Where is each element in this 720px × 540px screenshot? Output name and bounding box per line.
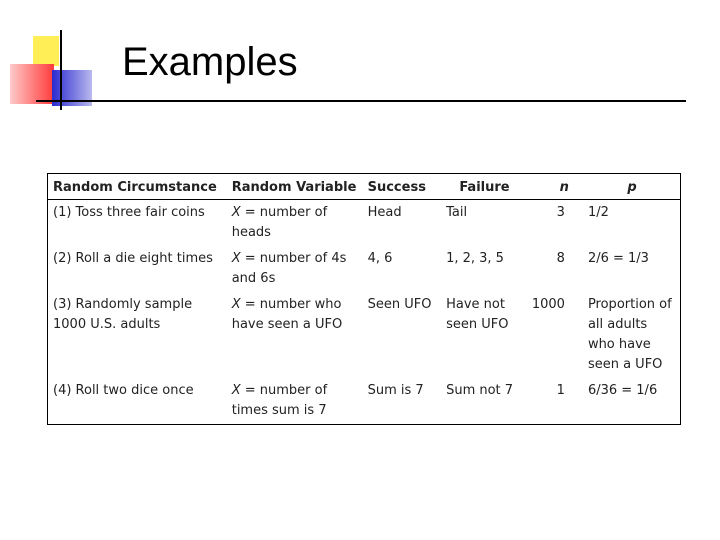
cell-circumstance: (1) Toss three fair coins [53, 205, 205, 220]
cell-success: Head [367, 205, 402, 220]
title-decoration [0, 0, 120, 120]
header-success: Success [363, 174, 441, 200]
variable-definition: = number of 4s and 6s [231, 251, 347, 286]
variable-symbol: X [231, 205, 241, 220]
cell-p: 2/6 = 1/3 [587, 251, 649, 266]
cell-failure: 1, 2, 3, 5 [446, 251, 504, 266]
cell-n: 1000 [531, 297, 565, 312]
cell-variable [227, 246, 363, 292]
cell-failure: Have not seen UFO [446, 297, 509, 332]
table-row [48, 378, 680, 424]
table-row [48, 246, 680, 292]
table-header-row [48, 174, 680, 200]
title-underline [36, 100, 686, 102]
table-row [48, 292, 680, 378]
decor-vertical-line [60, 30, 62, 110]
variable-symbol: X [231, 251, 241, 266]
cell-circumstance: (2) Roll a die eight times [53, 251, 213, 266]
table-row [48, 200, 680, 247]
cell-success: Sum is 7 [367, 383, 424, 398]
header-failure: Failure [441, 174, 527, 200]
cell-p: 6/36 = 1/6 [587, 383, 658, 398]
cell-p: 1/2 [587, 205, 609, 220]
variable-definition: = number who have seen a UFO [231, 297, 343, 332]
cell-variable [227, 378, 363, 424]
variable-symbol: X [231, 383, 241, 398]
cell-p: Proportion of all adults who have seen a UFO [587, 297, 672, 372]
variable-definition: = number of times sum is 7 [231, 383, 328, 418]
cell-variable [227, 292, 363, 378]
header-n: n [527, 174, 583, 200]
header-p: p [583, 174, 680, 200]
binomial-examples-table [47, 173, 681, 425]
cell-success: 4, 6 [367, 251, 393, 266]
cell-circumstance: (3) Randomly sample 1000 U.S. adults [53, 297, 193, 332]
cell-n: 8 [556, 251, 565, 266]
cell-n: 3 [556, 205, 565, 220]
decor-yellow-square [33, 36, 59, 66]
cell-failure: Tail [446, 205, 468, 220]
header-random-circumstance: Random Circumstance [48, 174, 227, 200]
cell-n: 1 [556, 383, 565, 398]
cell-circumstance: (4) Roll two dice once [53, 383, 194, 398]
decor-red-square [10, 64, 54, 104]
header-random-variable: Random Variable [227, 174, 363, 200]
cell-variable [227, 200, 363, 247]
variable-definition: = number of heads [231, 205, 328, 240]
slide-title: Examples [122, 40, 298, 84]
cell-success: Seen UFO [367, 297, 432, 312]
cell-failure: Sum not 7 [446, 383, 514, 398]
variable-symbol: X [231, 297, 241, 312]
